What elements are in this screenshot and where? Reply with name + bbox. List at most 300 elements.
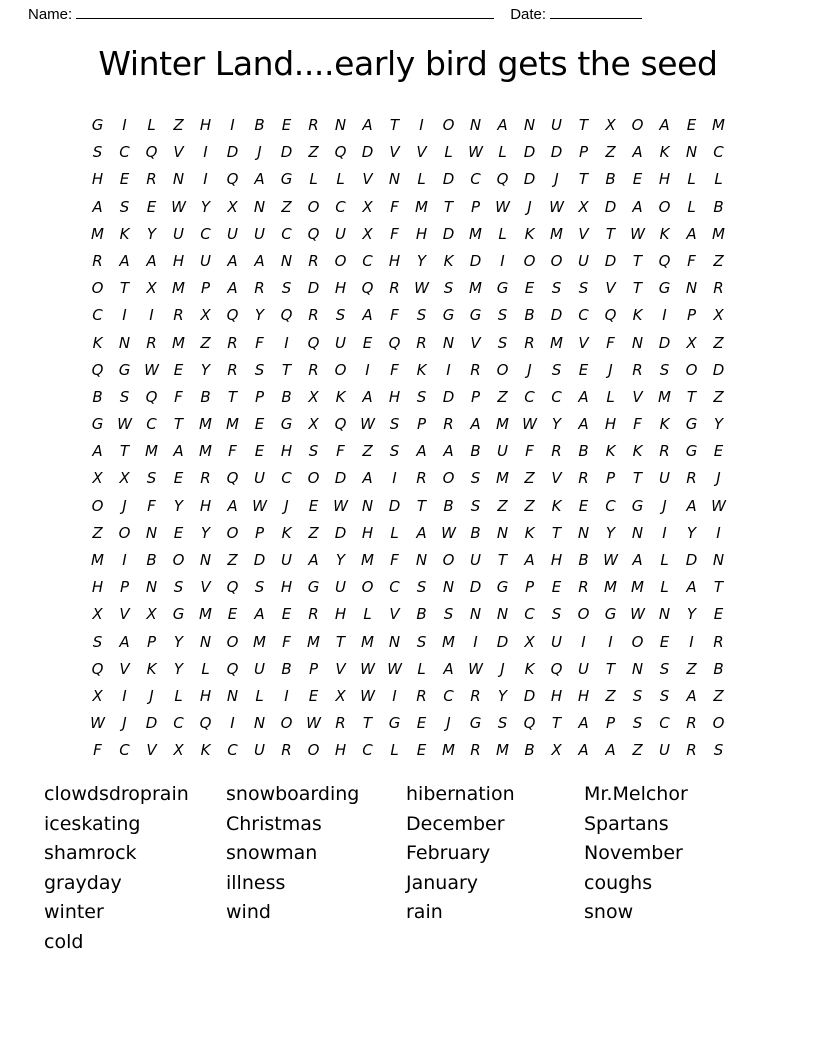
grid-letter[interactable]: B — [254, 116, 265, 134]
grid-letter[interactable]: R — [416, 333, 427, 352]
grid-letter[interactable]: S — [551, 360, 562, 379]
grid-letter[interactable]: M — [226, 415, 239, 434]
grid-letter[interactable]: T — [605, 659, 616, 678]
grid-letter[interactable]: C — [389, 578, 400, 597]
grid-letter[interactable]: O — [442, 116, 455, 134]
grid-letter[interactable]: X — [686, 333, 697, 352]
grid-letter[interactable]: M — [172, 333, 185, 352]
grid-letter[interactable]: J — [257, 143, 262, 162]
grid-letter[interactable]: E — [632, 170, 643, 189]
grid-letter[interactable]: R — [389, 279, 400, 298]
grid-letter[interactable]: L — [390, 523, 399, 542]
grid-letter[interactable]: W — [360, 415, 375, 434]
grid-letter[interactable]: L — [147, 116, 156, 134]
grid-letter[interactable]: I — [392, 469, 397, 488]
grid-letter[interactable]: A — [362, 469, 373, 488]
grid-letter[interactable]: J — [527, 197, 532, 216]
grid-letter[interactable]: V — [389, 143, 400, 162]
grid-letter[interactable]: Q — [226, 306, 239, 325]
grid-letter[interactable]: N — [388, 632, 401, 651]
grid-letter[interactable]: J — [554, 170, 559, 189]
grid-letter[interactable]: C — [92, 306, 103, 325]
grid-letter[interactable]: T — [632, 469, 643, 488]
grid-letter[interactable]: W — [117, 415, 132, 434]
grid-letter[interactable]: A — [227, 279, 238, 298]
grid-letter[interactable]: R — [713, 632, 724, 651]
grid-letter[interactable]: K — [92, 333, 103, 352]
grid-letter[interactable]: X — [92, 469, 103, 488]
grid-letter[interactable]: Q — [604, 306, 617, 325]
grid-letter[interactable]: U — [254, 224, 265, 243]
grid-letter[interactable]: W — [630, 605, 645, 624]
grid-letter[interactable]: U — [200, 251, 211, 270]
grid-letter[interactable]: C — [524, 387, 535, 406]
grid-letter[interactable]: Y — [173, 659, 184, 678]
grid-letter[interactable]: U — [335, 578, 346, 597]
grid-letter[interactable]: Q — [91, 659, 104, 678]
grid-letter[interactable]: M — [91, 224, 104, 243]
grid-letter[interactable]: V — [200, 578, 211, 597]
grid-letter[interactable]: V — [335, 659, 346, 678]
grid-letter[interactable]: W — [387, 659, 402, 678]
grid-letter[interactable]: C — [470, 170, 481, 189]
grid-letter[interactable]: T — [335, 632, 346, 651]
grid-letter[interactable]: T — [443, 197, 454, 216]
grid-letter[interactable]: A — [686, 496, 697, 515]
grid-letter[interactable]: A — [308, 551, 319, 569]
grid-letter[interactable]: B — [281, 659, 292, 678]
grid-letter[interactable]: V — [362, 170, 373, 189]
grid-letter[interactable]: X — [308, 415, 319, 434]
word-list-item[interactable]: cold — [44, 930, 84, 953]
grid-letter[interactable]: O — [361, 578, 374, 597]
grid-letter[interactable]: P — [470, 387, 481, 406]
grid-letter[interactable]: E — [416, 714, 427, 733]
grid-letter[interactable]: Q — [523, 714, 536, 733]
grid-letter[interactable]: O — [307, 741, 320, 760]
grid-letter[interactable]: K — [632, 306, 643, 325]
grid-letter[interactable]: U — [254, 469, 265, 488]
grid-letter[interactable]: F — [255, 333, 264, 352]
grid-letter[interactable]: P — [254, 523, 265, 542]
word-list-item[interactable]: winter — [44, 901, 104, 924]
grid-letter[interactable]: N — [199, 551, 212, 569]
grid-letter[interactable]: J — [122, 496, 127, 515]
grid-letter[interactable]: M — [415, 197, 428, 216]
grid-letter[interactable]: I — [689, 632, 694, 651]
grid-letter[interactable]: O — [226, 632, 239, 651]
grid-letter[interactable]: S — [119, 387, 130, 406]
grid-letter[interactable]: H — [334, 605, 347, 624]
grid-letter[interactable]: X — [605, 116, 616, 134]
grid-letter[interactable]: Y — [200, 360, 211, 379]
grid-letter[interactable]: U — [254, 659, 265, 678]
grid-letter[interactable]: K — [200, 741, 211, 760]
grid-letter[interactable]: N — [253, 714, 266, 733]
grid-letter[interactable]: O — [442, 551, 455, 569]
grid-letter[interactable]: M — [496, 415, 509, 434]
grid-letter[interactable]: X — [362, 224, 373, 243]
grid-letter[interactable]: A — [686, 224, 697, 243]
grid-letter[interactable]: A — [578, 714, 589, 733]
grid-letter[interactable]: R — [308, 251, 319, 270]
word-list-item[interactable]: grayday — [44, 871, 122, 894]
grid-letter[interactable]: Z — [605, 143, 616, 162]
grid-letter[interactable]: N — [253, 197, 266, 216]
grid-letter[interactable]: S — [497, 306, 508, 325]
grid-letter[interactable]: A — [227, 251, 238, 270]
grid-letter[interactable]: R — [686, 469, 697, 488]
grid-letter[interactable]: B — [146, 551, 157, 569]
grid-letter[interactable]: L — [390, 741, 399, 760]
grid-letter[interactable]: S — [416, 578, 427, 597]
grid-letter[interactable]: Q — [145, 143, 158, 162]
grid-letter[interactable]: Z — [632, 741, 643, 760]
grid-letter[interactable]: N — [145, 523, 158, 542]
grid-letter[interactable]: A — [686, 686, 697, 705]
grid-letter[interactable]: K — [605, 442, 616, 461]
grid-letter[interactable]: B — [578, 551, 589, 569]
grid-letter[interactable]: E — [686, 116, 697, 134]
grid-letter[interactable]: E — [578, 496, 589, 515]
grid-letter[interactable]: D — [658, 333, 671, 352]
grid-letter[interactable]: I — [473, 632, 478, 651]
grid-letter[interactable]: O — [658, 197, 671, 216]
grid-letter[interactable]: L — [687, 170, 696, 189]
name-write-line[interactable] — [76, 7, 494, 19]
grid-letter[interactable]: J — [527, 360, 532, 379]
grid-letter[interactable]: P — [200, 279, 211, 298]
grid-letter[interactable]: S — [308, 442, 319, 461]
grid-letter[interactable]: O — [226, 523, 239, 542]
grid-letter[interactable]: N — [334, 116, 347, 134]
grid-letter[interactable]: O — [307, 469, 320, 488]
grid-letter[interactable]: L — [363, 605, 372, 624]
grid-letter[interactable]: C — [335, 197, 346, 216]
grid-letter[interactable]: R — [308, 360, 319, 379]
grid-letter[interactable]: E — [173, 523, 184, 542]
grid-letter[interactable]: N — [469, 605, 482, 624]
grid-letter[interactable]: Z — [605, 686, 616, 705]
grid-letter[interactable]: D — [388, 496, 401, 515]
grid-letter[interactable]: L — [606, 387, 615, 406]
grid-letter[interactable]: F — [525, 442, 534, 461]
word-list-item[interactable]: wind — [226, 901, 271, 924]
grid-letter[interactable]: R — [173, 306, 184, 325]
grid-letter[interactable]: E — [146, 197, 157, 216]
word-list-item[interactable]: Mr.Melchor — [584, 783, 688, 805]
grid-letter[interactable]: A — [362, 387, 373, 406]
grid-letter[interactable]: F — [606, 333, 615, 352]
grid-letter[interactable]: V — [146, 741, 157, 760]
grid-letter[interactable]: U — [551, 632, 562, 651]
grid-letter[interactable]: T — [119, 442, 130, 461]
grid-letter[interactable]: D — [550, 306, 563, 325]
grid-letter[interactable]: G — [91, 116, 104, 134]
grid-letter[interactable]: H — [334, 279, 347, 298]
grid-letter[interactable]: F — [147, 496, 156, 515]
grid-letter[interactable]: R — [254, 279, 265, 298]
grid-letter[interactable]: E — [281, 605, 292, 624]
grid-letter[interactable]: R — [227, 333, 238, 352]
grid-letter[interactable]: R — [335, 714, 346, 733]
grid-letter[interactable]: P — [146, 632, 157, 651]
word-list-item[interactable]: illness — [226, 871, 286, 894]
grid-letter[interactable]: Z — [227, 551, 238, 569]
grid-letter[interactable]: V — [632, 387, 643, 406]
grid-letter[interactable]: X — [227, 197, 238, 216]
grid-letter[interactable]: E — [551, 578, 562, 597]
grid-letter[interactable]: G — [685, 442, 698, 461]
grid-letter[interactable]: H — [388, 251, 401, 270]
grid-letter[interactable]: A — [578, 387, 589, 406]
grid-letter[interactable]: R — [146, 333, 157, 352]
grid-letter[interactable]: X — [119, 469, 130, 488]
grid-letter[interactable]: S — [551, 279, 562, 298]
grid-letter[interactable]: M — [361, 551, 374, 569]
grid-letter[interactable]: Z — [308, 523, 319, 542]
grid-letter[interactable]: U — [659, 469, 670, 488]
grid-letter[interactable]: L — [498, 224, 507, 243]
grid-letter[interactable]: M — [712, 116, 725, 134]
grid-letter[interactable]: S — [254, 360, 265, 379]
grid-letter[interactable]: O — [118, 523, 131, 542]
grid-letter[interactable]: O — [334, 360, 347, 379]
grid-letter[interactable]: Q — [658, 251, 671, 270]
grid-letter[interactable]: S — [92, 632, 103, 651]
grid-letter[interactable]: T — [362, 714, 373, 733]
grid-letter[interactable]: R — [632, 360, 643, 379]
grid-letter[interactable]: D — [145, 714, 158, 733]
grid-letter[interactable]: K — [119, 224, 130, 243]
grid-letter[interactable]: Q — [361, 279, 374, 298]
grid-letter[interactable]: I — [230, 714, 235, 733]
grid-letter[interactable]: E — [173, 360, 184, 379]
grid-letter[interactable]: E — [308, 496, 319, 515]
grid-letter[interactable]: I — [662, 306, 667, 325]
grid-letter[interactable]: B — [578, 442, 589, 461]
grid-letter[interactable]: Z — [524, 469, 535, 488]
grid-letter[interactable]: U — [281, 551, 292, 569]
grid-letter[interactable]: A — [443, 442, 454, 461]
grid-letter[interactable]: F — [390, 197, 399, 216]
grid-letter[interactable]: S — [92, 143, 103, 162]
grid-letter[interactable]: W — [414, 279, 429, 298]
grid-letter[interactable]: F — [390, 224, 399, 243]
grid-letter[interactable]: W — [333, 496, 348, 515]
grid-letter[interactable]: I — [446, 360, 451, 379]
grid-letter[interactable]: J — [149, 686, 154, 705]
grid-letter[interactable]: Y — [497, 686, 508, 705]
grid-letter[interactable]: M — [253, 632, 266, 651]
grid-letter[interactable]: S — [146, 469, 157, 488]
grid-letter[interactable]: A — [119, 251, 130, 270]
grid-letter[interactable]: Q — [280, 306, 293, 325]
grid-letter[interactable]: V — [470, 333, 481, 352]
grid-letter[interactable]: U — [578, 659, 589, 678]
grid-letter[interactable]: X — [578, 197, 589, 216]
grid-letter[interactable]: Y — [605, 523, 616, 542]
grid-letter[interactable]: S — [281, 279, 292, 298]
grid-letter[interactable]: R — [686, 714, 697, 733]
grid-letter[interactable]: I — [284, 333, 289, 352]
grid-letter[interactable]: E — [578, 360, 589, 379]
grid-letter[interactable]: M — [199, 605, 212, 624]
grid-letter[interactable]: A — [254, 170, 265, 189]
grid-letter[interactable]: U — [227, 224, 238, 243]
word-list-item[interactable]: hibernation — [406, 783, 515, 805]
grid-letter[interactable]: D — [685, 551, 698, 569]
grid-letter[interactable]: P — [524, 578, 535, 597]
grid-letter[interactable]: Z — [200, 333, 211, 352]
grid-letter[interactable]: R — [524, 333, 535, 352]
grid-letter[interactable]: C — [281, 469, 292, 488]
grid-letter[interactable]: V — [119, 659, 130, 678]
grid-letter[interactable]: N — [496, 523, 509, 542]
grid-letter[interactable]: K — [551, 496, 562, 515]
grid-letter[interactable]: X — [92, 605, 103, 624]
grid-letter[interactable]: L — [714, 170, 723, 189]
grid-letter[interactable]: I — [662, 523, 667, 542]
grid-letter[interactable]: G — [91, 415, 104, 434]
grid-letter[interactable]: A — [227, 496, 238, 515]
grid-letter[interactable]: W — [171, 197, 186, 216]
grid-letter[interactable]: I — [122, 306, 127, 325]
grid-letter[interactable]: K — [659, 415, 670, 434]
word-list-item[interactable]: snowboarding — [226, 783, 360, 805]
grid-letter[interactable]: E — [254, 415, 265, 434]
grid-letter[interactable]: D — [469, 578, 482, 597]
grid-letter[interactable]: B — [524, 306, 535, 325]
grid-letter[interactable]: A — [686, 578, 697, 597]
grid-letter[interactable]: N — [631, 659, 644, 678]
grid-letter[interactable]: T — [578, 116, 589, 134]
grid-letter[interactable]: S — [416, 387, 427, 406]
grid-letter[interactable]: R — [146, 170, 157, 189]
grid-letter[interactable]: W — [630, 224, 645, 243]
grid-letter[interactable]: D — [280, 143, 293, 162]
grid-letter[interactable]: T — [686, 387, 697, 406]
grid-letter[interactable]: D — [442, 170, 455, 189]
grid-letter[interactable]: A — [578, 415, 589, 434]
grid-letter[interactable]: A — [173, 442, 184, 461]
grid-letter[interactable]: T — [713, 578, 724, 597]
grid-letter[interactable]: E — [254, 442, 265, 461]
grid-letter[interactable]: V — [551, 469, 562, 488]
grid-letter[interactable]: M — [631, 578, 644, 597]
grid-letter[interactable]: A — [92, 442, 103, 461]
grid-letter[interactable]: I — [716, 523, 721, 542]
grid-letter[interactable]: X — [146, 279, 157, 298]
grid-letter[interactable]: S — [173, 578, 184, 597]
grid-letter[interactable]: N — [280, 251, 293, 270]
grid-letter[interactable]: Z — [713, 387, 724, 406]
grid-letter[interactable]: O — [577, 605, 590, 624]
grid-letter[interactable]: I — [122, 551, 127, 569]
grid-letter[interactable]: N — [685, 143, 698, 162]
grid-letter[interactable]: A — [578, 741, 589, 760]
grid-letter[interactable]: U — [659, 741, 670, 760]
grid-letter[interactable]: C — [146, 415, 157, 434]
grid-letter[interactable]: Q — [334, 143, 347, 162]
grid-letter[interactable]: Z — [497, 496, 508, 515]
grid-letter[interactable]: C — [605, 496, 616, 515]
grid-letter[interactable]: U — [335, 224, 346, 243]
grid-letter[interactable]: O — [631, 116, 644, 134]
grid-letter[interactable]: I — [122, 116, 127, 134]
grid-letter[interactable]: Q — [91, 360, 104, 379]
grid-letter[interactable]: M — [496, 741, 509, 760]
grid-letter[interactable]: T — [389, 116, 400, 134]
grid-letter[interactable]: U — [470, 551, 481, 569]
grid-letter[interactable]: F — [390, 306, 399, 325]
grid-letter[interactable]: E — [362, 333, 373, 352]
grid-letter[interactable]: D — [604, 251, 617, 270]
grid-letter[interactable]: F — [390, 551, 399, 569]
grid-letter[interactable]: D — [604, 197, 617, 216]
grid-letter[interactable]: S — [659, 360, 670, 379]
grid-letter[interactable]: D — [361, 143, 374, 162]
grid-letter[interactable]: S — [470, 469, 481, 488]
grid-letter[interactable]: F — [336, 442, 345, 461]
grid-letter[interactable]: B — [524, 741, 535, 760]
grid-letter[interactable]: Q — [226, 170, 239, 189]
grid-letter[interactable]: O — [280, 714, 293, 733]
grid-letter[interactable]: H — [550, 551, 563, 569]
grid-letter[interactable]: O — [307, 197, 320, 216]
grid-letter[interactable]: Y — [254, 306, 265, 325]
grid-letter[interactable]: B — [281, 387, 292, 406]
word-list-item[interactable]: rain — [406, 901, 443, 924]
grid-letter[interactable]: T — [497, 551, 508, 569]
word-list-item[interactable]: iceskating — [44, 812, 141, 835]
grid-letter[interactable]: S — [443, 279, 454, 298]
grid-letter[interactable]: K — [524, 224, 535, 243]
grid-letter[interactable]: R — [686, 741, 697, 760]
grid-letter[interactable]: J — [716, 469, 721, 488]
grid-letter[interactable]: O — [91, 279, 104, 298]
grid-letter[interactable]: C — [659, 714, 670, 733]
grid-letter[interactable]: G — [658, 279, 671, 298]
grid-letter[interactable]: Z — [713, 333, 724, 352]
grid-letter[interactable]: N — [442, 333, 455, 352]
grid-letter[interactable]: H — [550, 686, 563, 705]
grid-letter[interactable]: D — [307, 279, 320, 298]
grid-letter[interactable]: R — [578, 578, 589, 597]
grid-letter[interactable]: A — [92, 197, 103, 216]
grid-letter[interactable]: P — [578, 143, 589, 162]
grid-letter[interactable]: N — [577, 523, 590, 542]
grid-letter[interactable]: K — [443, 251, 454, 270]
grid-letter[interactable]: X — [200, 306, 211, 325]
grid-letter[interactable]: R — [308, 605, 319, 624]
grid-letter[interactable]: R — [578, 469, 589, 488]
grid-letter[interactable]: N — [388, 170, 401, 189]
grid-letter[interactable]: C — [227, 741, 238, 760]
grid-letter[interactable]: W — [360, 686, 375, 705]
grid-letter[interactable]: B — [713, 659, 724, 678]
grid-letter[interactable]: I — [581, 632, 586, 651]
grid-letter[interactable]: Z — [173, 116, 184, 134]
grid-letter[interactable]: V — [578, 333, 589, 352]
grid-letter[interactable]: O — [334, 251, 347, 270]
grid-letter[interactable]: D — [334, 469, 347, 488]
grid-letter[interactable]: A — [119, 632, 130, 651]
grid-letter[interactable]: M — [172, 279, 185, 298]
grid-letter[interactable]: T — [632, 251, 643, 270]
grid-letter[interactable]: N — [226, 686, 239, 705]
grid-letter[interactable]: A — [362, 116, 373, 134]
